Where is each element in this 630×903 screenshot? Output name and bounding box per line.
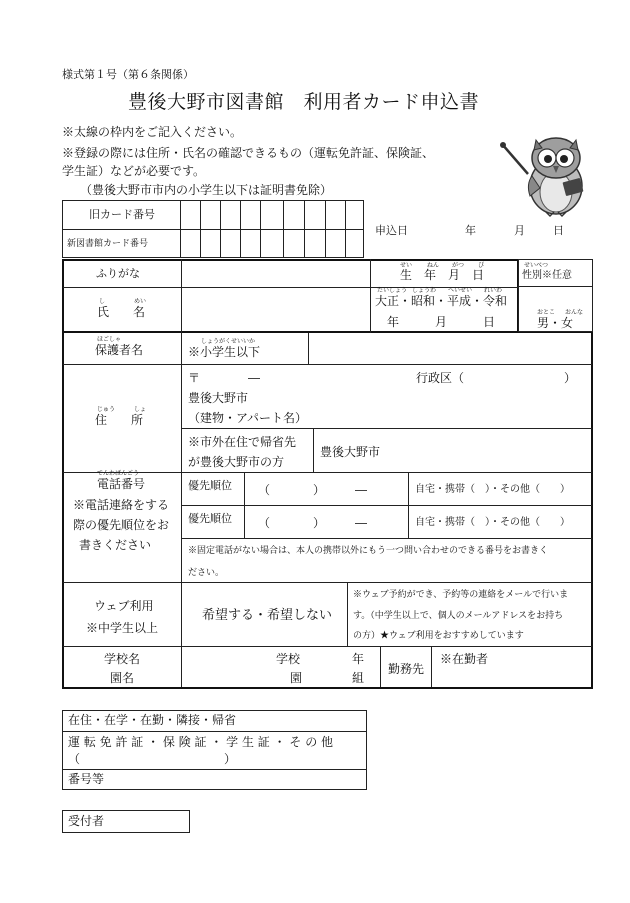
gender-options[interactable]: 男・女 bbox=[537, 316, 574, 330]
kinder-label: 園名 bbox=[110, 671, 135, 685]
phone2-input[interactable] bbox=[246, 507, 406, 537]
era-options[interactable]: 大正・昭和・平成・令和 bbox=[375, 294, 508, 308]
web-note: ※中学生以上 bbox=[86, 621, 159, 635]
employed-note: ※在勤者 bbox=[440, 652, 489, 666]
old-card-label: 旧カード番号 bbox=[89, 208, 155, 221]
guardian-input[interactable] bbox=[310, 335, 591, 363]
furigana-mei: めい bbox=[134, 298, 147, 305]
web-choice[interactable]: 希望する・希望しない bbox=[202, 608, 333, 623]
phone1-paren-close: ） bbox=[313, 483, 326, 497]
priority-label-1: 優先順位 bbox=[188, 479, 232, 492]
birth-ymd: 年 月 日 bbox=[387, 315, 496, 329]
furigana-denwa: でんわばんごう bbox=[97, 470, 140, 477]
apply-year-label: 年 bbox=[465, 224, 476, 237]
building-label: （建物・アパート名） bbox=[188, 411, 308, 425]
furigana-hogosha: ほごしゃ bbox=[97, 336, 122, 343]
furigana-seibetsu: せいべつ bbox=[524, 262, 549, 269]
phone2-paren-open: （ bbox=[258, 516, 271, 530]
web-info-2: す。（中学生以上で、個人のメールアドレスをお持ち bbox=[353, 611, 564, 621]
id-number-input[interactable] bbox=[120, 771, 364, 788]
phone1-input[interactable] bbox=[246, 474, 406, 504]
school-suffix: 学校 bbox=[276, 652, 301, 666]
id-options[interactable]: 運 転 免 許 証 ・ 保 険 証 ・ 学 生 証 ・ そ の 他 bbox=[68, 735, 334, 749]
receiver-label: 受付者 bbox=[68, 814, 105, 828]
phone1-paren-open: （ bbox=[258, 483, 271, 497]
work-label: 勤務先 bbox=[388, 662, 425, 676]
web-info-3: の方）★ウェブ利用をおすすめしています bbox=[353, 631, 524, 641]
new-card-label: 新図書館カード番号 bbox=[67, 239, 149, 249]
note-4: （豊後大野市市内の小学生以下は証明書免除） bbox=[80, 183, 333, 197]
web-label: ウェブ利用 bbox=[94, 599, 154, 613]
form-number: 様式第１号（第６条関係） bbox=[62, 68, 194, 81]
web-info-1: ※ウェブ予約ができ、予約等の連絡をメールで行いま bbox=[353, 590, 569, 600]
furigana-gatsu: がつ bbox=[452, 262, 465, 269]
furigana-sho: しょ bbox=[134, 406, 147, 413]
gender-label: 性別※任意 bbox=[522, 270, 572, 281]
phone-note-2: 際の優先順位をお bbox=[73, 518, 170, 532]
furigana-nen: ねん bbox=[427, 262, 440, 269]
furigana-showa: しょうわ bbox=[412, 287, 437, 294]
id-other-paren: （ ） bbox=[68, 752, 237, 766]
phone2-type[interactable]: 自宅・携帯（ ）・その他（ ） bbox=[415, 517, 570, 528]
school-label: 学校名 bbox=[104, 652, 141, 666]
note-3: 学生証）などが必要です。 bbox=[62, 164, 206, 178]
ward-close: ） bbox=[564, 371, 577, 385]
furigana-reiwa: れいわ bbox=[484, 287, 503, 294]
postal-code[interactable]: 〒 ― bbox=[188, 371, 261, 385]
furigana-taisho: たいしょう bbox=[377, 287, 408, 294]
phone-label: 電話番号 bbox=[97, 477, 146, 491]
card-number-input[interactable] bbox=[181, 201, 344, 257]
phone-note-3: 書きください bbox=[79, 538, 152, 552]
furigana-onna: おんな bbox=[565, 309, 584, 316]
apply-date-label: 申込日 bbox=[375, 224, 408, 237]
phone2-dash: ― bbox=[355, 516, 367, 530]
class-suffix: 組 bbox=[352, 671, 365, 685]
furigana-shougakusei: しょうがくせいいか bbox=[201, 338, 256, 345]
name-label: 氏 名 bbox=[97, 305, 146, 319]
address-label: 住 所 bbox=[95, 413, 144, 427]
phone-note-1: ※電話連絡をする bbox=[73, 498, 170, 512]
furigana-ju: じゅう bbox=[97, 406, 116, 413]
phone1-type[interactable]: 自宅・携帯（ ）・その他（ ） bbox=[415, 484, 570, 495]
residence-options[interactable]: 在住・在学・在勤・隣接・帰省 bbox=[68, 713, 237, 727]
outside-note-1: ※市外在住で帰省先 bbox=[188, 435, 297, 449]
note-1: ※太線の枠内をご記入ください。 bbox=[62, 125, 243, 139]
ward-label: 行政区（ bbox=[416, 371, 465, 385]
guardian-note: ※小学生以下 bbox=[188, 345, 261, 359]
furigana-sei: せい bbox=[400, 262, 413, 269]
outside-city: 豊後大野市 bbox=[320, 445, 381, 459]
note-2: ※登録の際には住所・氏名の確認できるもの（運転免許証、保険証、 bbox=[62, 146, 435, 160]
furigana-heisei: へいせい bbox=[448, 287, 473, 294]
kinder-suffix: 園 bbox=[290, 671, 303, 685]
outside-note-2: が豊後大野市の方 bbox=[188, 455, 285, 469]
priority-label-2: 優先順位 bbox=[188, 512, 232, 525]
phone-footnote-1: ※固定電話がない場合は、本人の携帯以外にもう一つ問い合わせのできる番号をお書きく bbox=[188, 546, 549, 556]
grade-suffix: 年 bbox=[352, 652, 365, 666]
outside-address-input[interactable] bbox=[385, 430, 590, 470]
furigana-label: ふりがな bbox=[96, 267, 140, 280]
furigana-input[interactable] bbox=[183, 262, 368, 285]
phone2-paren-close: ） bbox=[313, 516, 326, 530]
apply-day-label: 日 bbox=[553, 224, 564, 237]
furigana-pi: ぴ bbox=[478, 262, 485, 269]
id-number-label: 番号等 bbox=[68, 772, 105, 786]
city-name: 豊後大野市 bbox=[188, 391, 249, 405]
work-input[interactable] bbox=[433, 668, 591, 686]
apply-month-label: 月 bbox=[514, 224, 525, 237]
birth-date-label: 生 年 月 日 bbox=[400, 268, 485, 282]
address-input[interactable] bbox=[258, 390, 588, 428]
furigana-otoko: おとこ bbox=[537, 309, 556, 316]
name-input[interactable] bbox=[183, 289, 368, 331]
phone-footnote-2: ださい。 bbox=[188, 568, 225, 578]
furigana-shi: し bbox=[99, 298, 106, 305]
page-title: 豊後大野市図書館 利用者カード申込書 bbox=[128, 91, 480, 113]
owl-librarian-icon bbox=[498, 126, 590, 218]
phone1-dash: ― bbox=[355, 483, 367, 497]
guardian-label: 保護者名 bbox=[95, 343, 144, 357]
school-input[interactable] bbox=[183, 648, 378, 686]
